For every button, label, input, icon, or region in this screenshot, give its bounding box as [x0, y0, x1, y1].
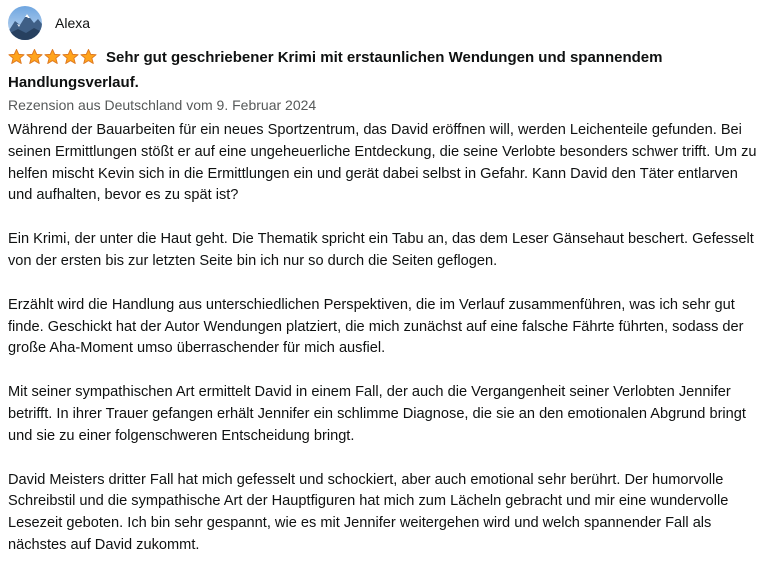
reviewer-profile[interactable] [8, 6, 760, 40]
star-filled-icon [26, 48, 43, 65]
review-body [8, 120, 760, 557]
star-filled-icon [80, 48, 97, 65]
review-paragraph: Mit seiner sympathischen Art ermittelt David in einem Fall, der auch die Vergangenheit seiner Verlobten Jennifer betrifft. In ihrer Trauer gefangen erhält Jennifer ein schlimme Diagnose, die sie an den emotionalen Abgrund bringt und sie zu einer folgenschweren Entscheidung bringt. [8, 384, 746, 444]
star-filled-icon [8, 48, 25, 65]
review-title[interactable]: Sehr gut geschriebener Krimi mit erstaunlichen Wendungen und spannendem Handlungsverlauf. [8, 49, 663, 91]
review-title-row[interactable] [8, 47, 760, 94]
star-filled-icon [62, 48, 79, 65]
avatar[interactable] [8, 6, 42, 40]
review [8, 6, 760, 579]
star-rating[interactable] [8, 48, 98, 72]
review-paragraph: David Meisters dritter Fall hat mich gefesselt und schockiert, aber auch emotional sehr berührt. Der humorvolle Schreibstil und die sympathische Art der Hauptfiguren hat mich zum Lächeln gebracht und mir eine wundervolle Lesezeit geboten. Ich bin sehr gespannt, wie es mit Jennifer weitergehen wird und welch spannender Fall als nächstes auf David zukommt. [8, 471, 729, 553]
avatar-mountain-image [8, 6, 42, 40]
review-paragraph: Während der Bauarbeiten für ein neues Sportzentrum, das David eröffnen will, werden Leichenteile gefunden. Bei seinen Ermittlungen stößt er auf eine ungeheuerliche Entdeckung, die seine Verlobte besonders schwer trifft. Um zu helfen mischt Kevin sich in die Ermittlungen ein und gerät dabei selbst in Gefahr. Kann David den Täter entlarven und aufhalten, bevor es zu spät ist? [8, 122, 757, 204]
star-filled-icon [44, 48, 61, 65]
review-paragraph: Erzählt wird die Handlung aus unterschiedlichen Perspektiven, die im Verlauf zusammenführen, was ich sehr gut finde. Geschickt hat der Autor Wendungen platziert, die mich zunächst auf eine falsche Fährte führten, sodass der große Aha-Moment umso überraschender für mich ausfiel. [8, 296, 744, 357]
review-date: Rezension aus Deutschland vom 9. Februar 2024 [8, 97, 317, 113]
reviewer-name[interactable]: Alexa [55, 15, 91, 31]
review-paragraph: Ein Krimi, der unter die Haut geht. Die Thematik spricht ein Tabu an, das dem Leser Gänsehaut beschert. Gefesselt von der ersten bis zur letzten Seite bin ich nur so durch die Seiten geflogen. [8, 231, 754, 269]
